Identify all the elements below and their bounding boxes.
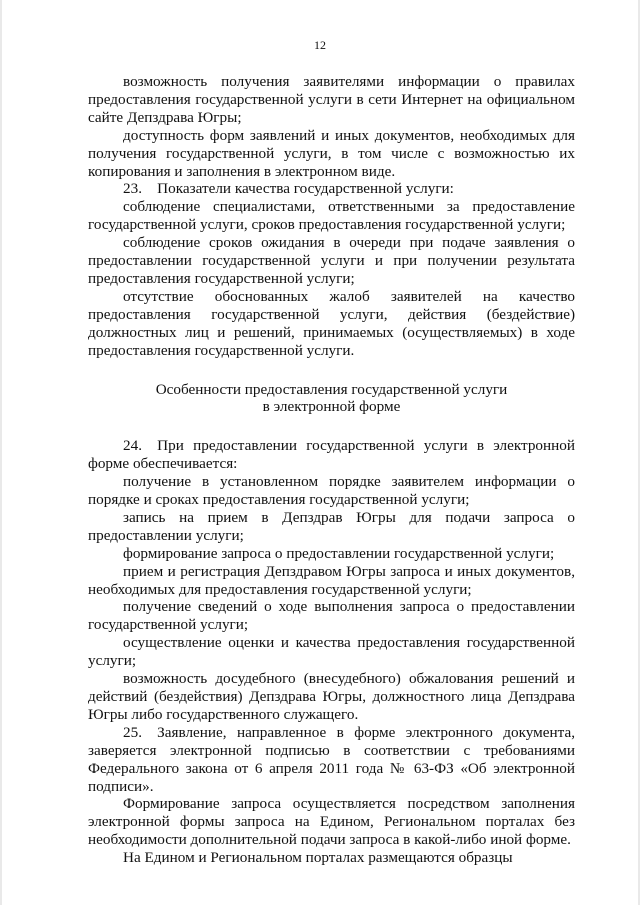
numbered-paragraph-25: 25. Заявление, направленное в форме электронного документа, заверяется электронной подписью в соответствии с требованиями Федерального закона от 6 апреля 2011 года № 63-ФЗ «Об электронной подписи». xyxy=(88,723,575,795)
paragraph: соблюдение сроков ожидания в очереди при подаче заявления о предоставлении государственной услуги и при получении результата предоставления государственной услуги; xyxy=(88,234,575,287)
page-body xyxy=(88,73,575,867)
paragraph: возможность досудебного (внесудебного) обжалования решений и действий (бездействия) Депздрава Югры, должностного лица Депздрава Югры либо государственного служащего. xyxy=(88,670,575,723)
paragraph: прием и регистрация Депздравом Югры запроса и иных документов, необходимых для предоставления государственной услуги; xyxy=(88,562,575,598)
page-number: 12 xyxy=(314,38,326,52)
paragraph: осуществление оценки и качества предоставления государственной услуги; xyxy=(88,634,575,670)
section-heading-line-1: Особенности предоставления государственной услуги xyxy=(155,380,508,398)
numbered-paragraph-23: 23. Показатели качества государственной услуги: xyxy=(123,180,454,198)
numbered-paragraph-24: 24. При предоставлении государственной услуги в электронной форме обеспечивается: xyxy=(88,437,575,473)
paragraph: доступность форм заявлений и иных документов, необходимых для получения государственной услуги, в том числе с возможностью их копирования и заполнения в электронном виде. xyxy=(88,126,575,180)
paragraph: формирование запроса о предоставлении государственной услуги; xyxy=(123,544,555,562)
paragraph: На Едином и Региональном порталах размещаются образцы xyxy=(123,849,513,867)
paragraph: получение сведений о ходе выполнения запроса о предоставлении государственной услуги; xyxy=(88,598,575,634)
paragraph: возможность получения заявителями информации о правилах предоставления государственной услуги в сети Интернет на официальном сайте Депздрава Югры; xyxy=(88,73,575,126)
paragraph: отсутствие обоснованных жалоб заявителей на качество предоставления государственной услуги, действия (бездействие) должностных лиц и решений, принимаемых (осуществляемых) в ходе предоставления государственной услуги. xyxy=(88,287,575,359)
paragraph: соблюдение специалистами, ответственными за предоставление государственной услуги, сроков предоставления государственной услуги; xyxy=(88,198,575,234)
paragraph: запись на прием в Депздрав Югры для подачи запроса о предоставлении услуги; xyxy=(88,508,575,544)
paragraph: Формирование запроса осуществляется посредством заполнения электронной формы запроса на Едином, Региональном порталах без необходимости дополнительной подачи запроса в какой-либо иной форме. xyxy=(88,795,575,849)
section-heading-line-2: в электронной форме xyxy=(262,398,401,416)
paragraph: получение в установленном порядке заявителем информации о порядке и сроках предоставления государственной услуги; xyxy=(88,473,575,509)
page-left-edge xyxy=(0,0,2,905)
section-heading xyxy=(88,381,575,417)
